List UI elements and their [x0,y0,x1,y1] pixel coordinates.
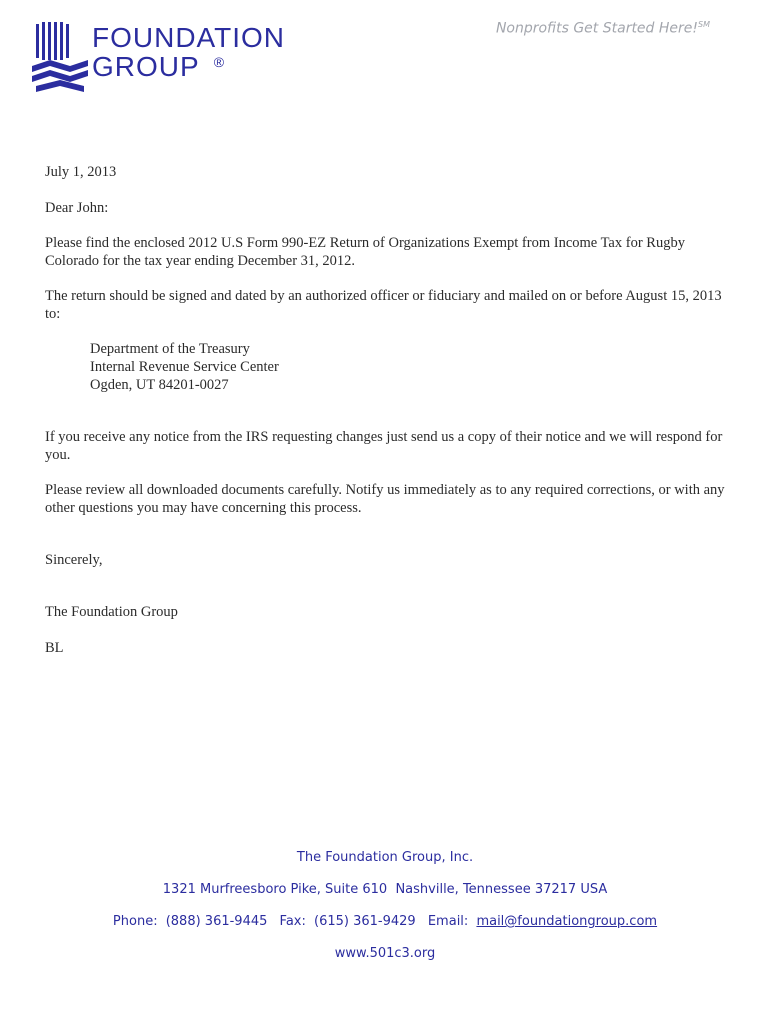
foundation-group-logo-icon [30,20,90,100]
salutation: Dear John: [45,200,109,216]
closing: Sincerely, [45,552,103,568]
signature: The Foundation Group [45,604,178,620]
letter-body [45,163,735,657]
logo-wordmark-line1: FOUNDATION [92,22,286,53]
company-logo [30,20,320,100]
phone-number[interactable]: (888) 361-9445 [165,914,268,929]
logo-wordmark-group: GROUP [92,51,200,82]
phone-label: Phone: [112,914,158,929]
logo-wordmark-line2 [92,53,225,81]
address-line: Department of the Treasury [90,341,250,357]
initials: BL [45,640,64,656]
paragraph-review: Please review all downloaded documents carefully. Notify us immediately as to any required corrections, or with any other questions you may have concerning this process. [45,482,725,516]
footer-contact [0,914,770,929]
footer-company-name: The Foundation Group, Inc. [296,850,474,865]
address-line: Ogden, UT 84201-0027 [90,377,229,393]
paragraph-enclosure: Please find the enclosed 2012 U.S Form 990-EZ Return of Organizations Exempt from Income Tax for Rugby Colorado for the tax year ending December 31, 2012. [45,235,685,269]
email-link[interactable]: mail@foundationgroup.com [476,914,658,929]
fax-label: Fax: [279,914,306,929]
footer-address: 1321 Murfreesboro Pike, Suite 610 Nashville, Tennessee 37217 USA [162,882,608,897]
website-link[interactable]: www.501c3.org [334,946,436,961]
email-label: Email: [427,914,469,929]
paragraph-instructions: The return should be signed and dated by an authorized officer or fiduciary and mailed on or before August 15, 2013 to: [45,288,722,322]
tagline [496,20,710,37]
service-mark: SM [698,20,710,29]
address-line: Internal Revenue Service Center [90,359,279,375]
letter-date: July 1, 2013 [45,164,117,180]
fax-number: (615) 361-9429 [314,914,416,929]
irs-address [90,340,735,394]
tagline-text: Nonprofits Get Started Here! [495,20,699,37]
registered-mark: ® [213,54,226,70]
paragraph-irs-notice: If you receive any notice from the IRS requesting changes just send us a copy of their notice and we will respond for you. [45,429,723,463]
